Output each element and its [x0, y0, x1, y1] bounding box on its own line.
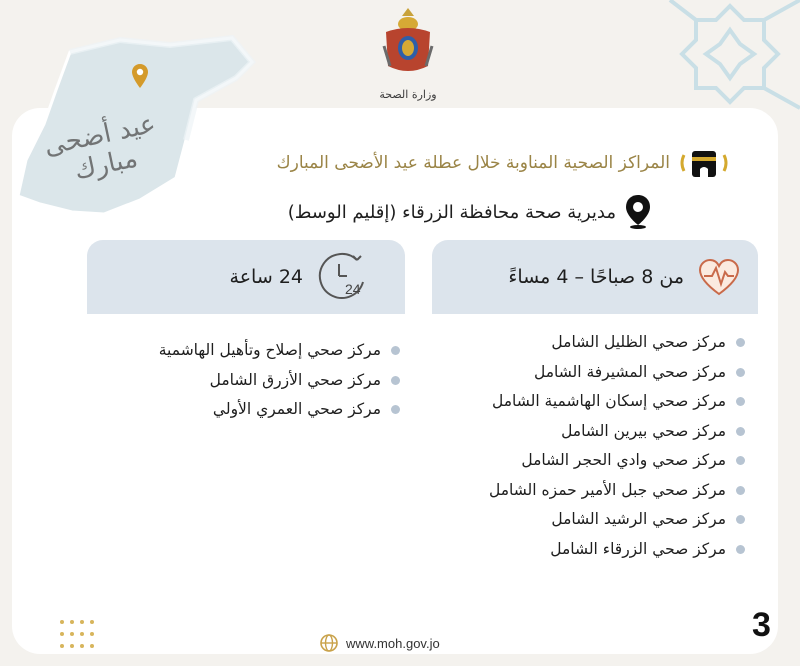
page-number: 3 — [752, 606, 771, 644]
daytime-hours-label: من 8 صباحًا – 4 مساءً — [508, 266, 684, 288]
center-name: مركز صحي الزرقاء الشامل — [550, 539, 726, 558]
globe-icon — [320, 634, 338, 652]
website-link[interactable]: www.moh.gov.jo — [346, 635, 440, 651]
bullet-dot — [736, 427, 745, 436]
list-item — [445, 505, 745, 535]
footer — [320, 634, 440, 652]
bullet-dot — [736, 545, 745, 554]
location-pin-icon — [626, 195, 650, 229]
fullday-centers-list — [100, 336, 400, 425]
decorative-dots — [58, 618, 98, 652]
eid-calligraphy: عيد أضحى مبارك — [41, 108, 159, 186]
location-pin-icon — [132, 64, 148, 88]
list-item — [445, 358, 745, 388]
daytime-panel-header — [432, 240, 758, 314]
list-item — [445, 446, 745, 476]
center-name: مركز صحي العمري الأولي — [212, 400, 381, 418]
clock-24-icon — [317, 252, 369, 302]
bullet-dot — [736, 486, 745, 495]
list-item — [445, 417, 745, 447]
list-item — [100, 366, 400, 396]
center-name: مركز صحي الرشيد الشامل — [551, 510, 726, 528]
list-item — [445, 535, 745, 565]
directorate-subtitle: مديرية صحة محافظة الزرقاء (إقليم الوسط) — [287, 201, 616, 223]
list-item — [100, 395, 400, 425]
bullet-dot — [736, 368, 745, 377]
ministry-name: وزارة الصحة — [379, 88, 437, 101]
royal-emblem-icon — [380, 6, 436, 76]
center-name: مركز صحي المشيرفة الشامل — [533, 362, 726, 381]
bullet-dot — [736, 515, 745, 524]
clock-24-number: 24 — [345, 281, 361, 297]
heart-pulse-icon — [698, 258, 740, 296]
islamic-star-pattern-icon — [660, 0, 800, 120]
fullday-hours-label: 24 ساعة — [229, 266, 303, 288]
bullet-dot — [391, 376, 400, 385]
bullet-dot — [736, 456, 745, 465]
bullet-dot — [391, 346, 400, 355]
center-name: مركز صحي وادي الحجر الشامل — [521, 451, 726, 469]
center-name: مركز صحي إسكان الهاشمية الشامل — [492, 392, 726, 410]
center-name: مركز صحي جبل الأمير حمزه الشامل — [488, 480, 726, 499]
fullday-panel-header — [87, 240, 405, 314]
bullet-dot — [736, 397, 745, 406]
list-item — [445, 328, 745, 358]
center-name: مركز صحي الظليل الشامل — [551, 333, 726, 351]
center-name: مركز صحي إصلاح وتأهيل الهاشمية — [158, 341, 381, 359]
subtitle-row — [220, 194, 650, 230]
list-item — [445, 387, 745, 417]
bullet-dot — [736, 338, 745, 347]
list-item — [445, 476, 745, 506]
kaaba-icon — [678, 147, 730, 179]
daytime-centers-list — [445, 328, 745, 564]
title-row — [200, 146, 730, 180]
center-name: مركز صحي الأزرق الشامل — [209, 370, 381, 389]
bullet-dot — [391, 405, 400, 414]
list-item — [100, 336, 400, 366]
center-name: مركز صحي بيرين الشامل — [561, 421, 726, 440]
page-title: المراكز الصحية المناوبة خلال عطلة عيد الأضحى المبارك — [276, 153, 670, 173]
